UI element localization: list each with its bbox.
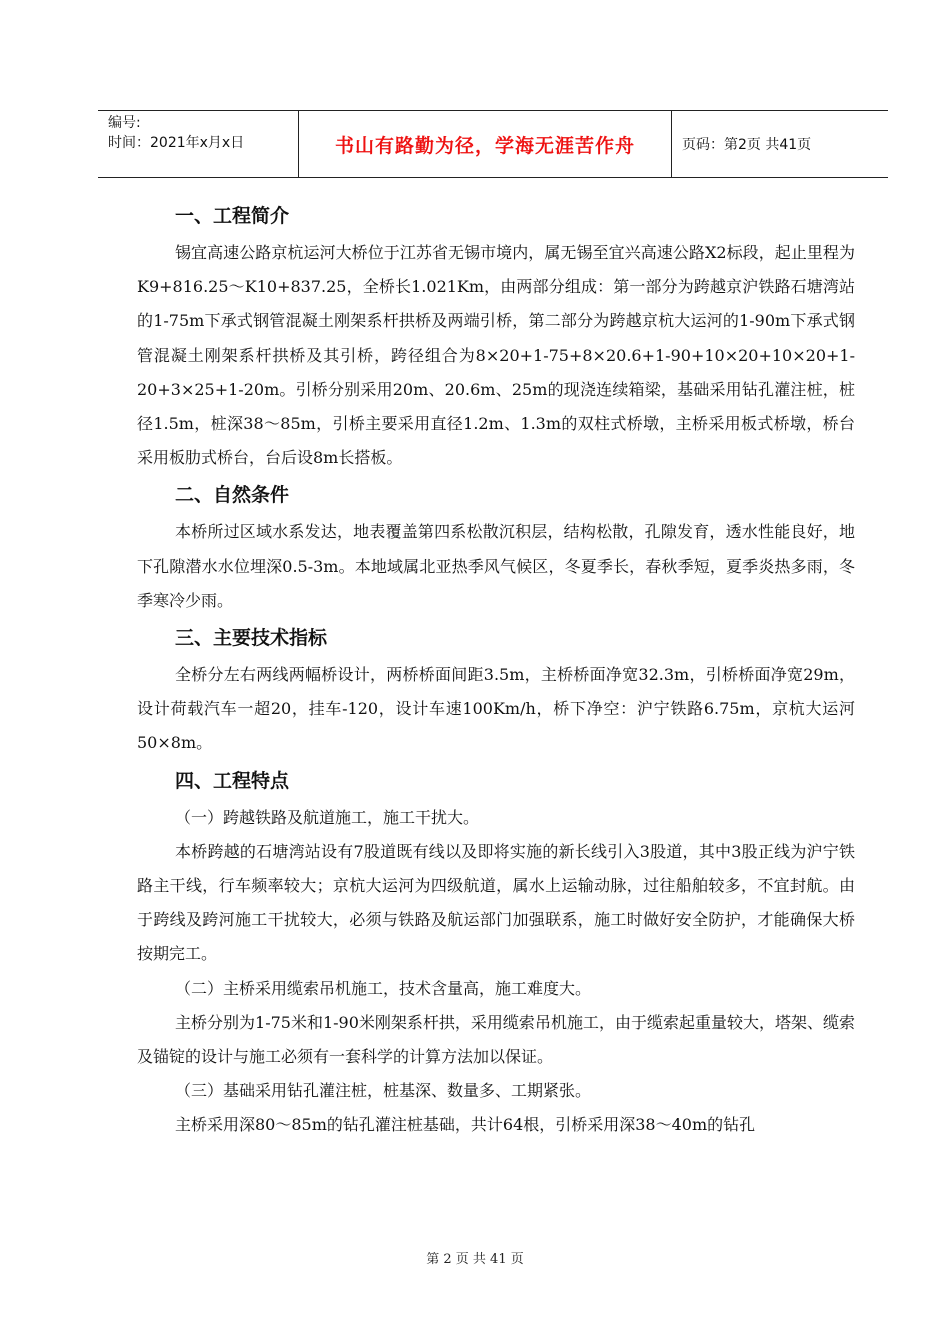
section-title-3: 三、主要技术指标 <box>175 627 328 650</box>
section-2-paragraph: 本桥所过区域水系发达，地表覆盖第四系松散沉积层，结构松散，孔隙发育，透水性能良好，地下孔隙潜水水位埋深0.5-3m。本地域属北亚热季风气候区，冬夏季长，春秋季短，夏季炎热多雨，冬季寒冷少雨。 <box>137 522 855 610</box>
header-motto: 书山有路勤为径，学海无涯苦作舟 <box>299 111 672 177</box>
subsection-1-paragraph: 本桥跨越的石塘湾站设有7股道既有线以及即将实施的新长线引入3股道，其中3股正线为沪宁铁路主干线，行车频率较大；京杭大运河为四级航道，属水上运输动脉，过往船舶较多，不宜封航。由于跨线及跨河施工干扰较大，必须与铁路及航运部门加强联系，施工时做好安全防护，才能确保大桥按期完工。 <box>137 841 855 964</box>
subsection-1-heading: （一）跨越铁路及航道施工，施工干扰大。 <box>175 807 480 827</box>
document-body <box>137 196 855 1143</box>
time-label: 时间：2021年x月x日 <box>108 135 245 151</box>
page-header <box>98 110 888 178</box>
section-title-1: 一、工程简介 <box>175 205 290 227</box>
section-1-paragraph: 锡宜高速公路京杭运河大桥位于江苏省无锡市境内，属无锡至宜兴高速公路X2标段，起止里程为K9+816.25～K10+837.25，全桥长1.021Km，由两部分组成：第一部分为跨越京沪铁路石塘湾站的1-75m下承式钢管混凝土刚架系杆拱桥及两端引桥，第二部分为跨越京杭大运河的1-90m下承式钢管混凝土刚架系杆拱桥及其引桥，跨径组合为8×20+1-75+8×20.6+1-90+10×20+10×20+1-20+3×25+1-20m。引桥分别采用20m、20.6m、25m的现浇连续箱梁，基础采用钻孔灌注桩，桩径1.5m，桩深38～85m，引桥主要采用直径1.2m、1.3m的双柱式桥墩，主桥采用板式桥墩，桥台采用板肋式桥台，台后设8m长搭板。 <box>137 243 855 468</box>
page-footer: 第 2 页 共 41 页 <box>426 1252 524 1267</box>
subsection-2-paragraph: 主桥分别为1-75米和1-90米刚架系杆拱，采用缆索吊机施工，由于缆索起重量较大，塔架、缆索及锚锭的设计与施工必须有一套科学的计算方法加以保证。 <box>137 1012 855 1067</box>
serial-label: 编号: <box>108 115 141 131</box>
subsection-3-paragraph: 主桥采用深80～85m的钻孔灌注桩基础，共计64根，引桥采用深38～40m的钻孔 <box>175 1115 756 1135</box>
subsection-2-heading: （二）主桥采用缆索吊机施工，技术含量高，施工难度大。 <box>175 978 592 998</box>
subsection-3-heading: （三）基础采用钻孔灌注桩，桩基深、数量多、工期紧张。 <box>175 1081 592 1101</box>
section-title-2: 二、自然条件 <box>175 484 290 507</box>
header-left-cell <box>98 111 299 177</box>
section-title-4: 四、工程特点 <box>175 769 290 792</box>
section-3-paragraph: 全桥分左右两线两幅桥设计，两桥桥面间距3.5m，主桥桥面净宽32.3m，引桥桥面净宽29m，设计荷载汽车一超20，挂车-120，设计车速100Km/h，桥下净空：沪宁铁路6.75m，京杭大运河50×8m。 <box>137 665 855 753</box>
header-page-info: 页码：第2页 共41页 <box>682 137 812 153</box>
